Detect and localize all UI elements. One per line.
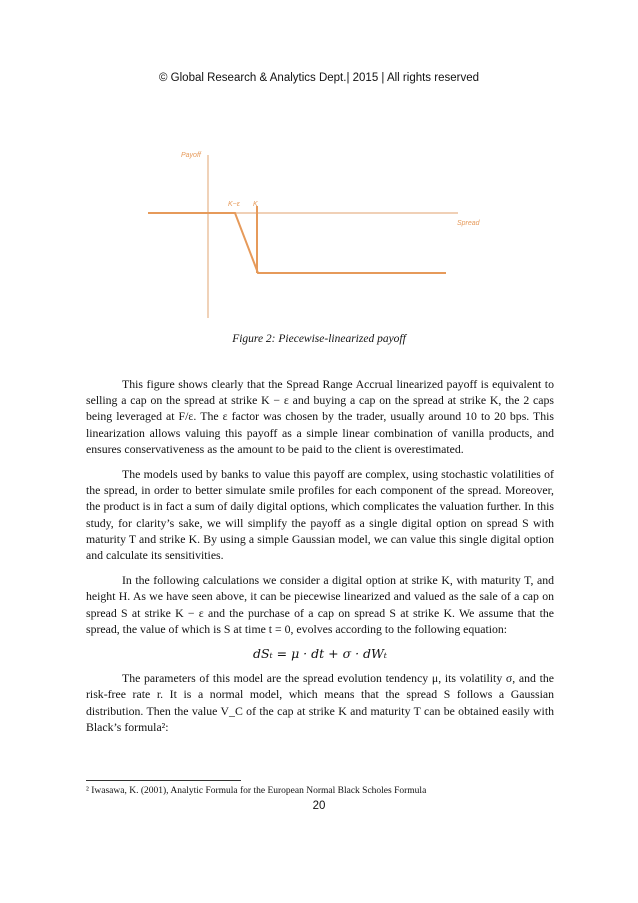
footnote: ² Iwasawa, K. (2001), Analytic Formula for the European Normal Black Scholes Formula bbox=[86, 786, 427, 796]
paragraph-4: The parameters of this model are the spread evolution tendency μ, its volatility σ, and the risk-free rate r. It is a normal model, which means that the spread S follows a Gaussian distribution. Then the value V_C of the cap at strike K and maturity T can be obtained easily with Black’s formula²: bbox=[86, 671, 554, 734]
x-axis-label: Spread bbox=[457, 220, 480, 227]
paragraph-1: This figure shows clearly that the Spread Range Accrual linearized payoff is equivalent to selling a cap on the spread at strike K − ε and buying a cap on the spread at strike K, the 2 caps being leveraged at F/ε. The ε factor was chosen by the trader, usually around 10 to 20 bps. This linearization allows valuing this payoff as a simple linear combination of vanilla products, and ensures conservativeness as the amount to be paid to the client is overestimated. bbox=[86, 377, 554, 456]
paragraph-3: In the following calculations we consider a digital option at strike K, with maturity T, and height H. As we have seen above, it can be piecewise linearized and valued as the sale of a cap on spread S at strike K − ε and the purchase of a cap on spread S at strike K. We assume that the spread, the value of which is S at time t = 0, evolves according to the following equation: bbox=[86, 573, 554, 636]
page-number: 20 bbox=[312, 800, 326, 812]
paragraph-2: The models used by banks to value this payoff are complex, using stochastic volatilities of the spread, in order to better simulate smile profiles for each component of the spread. Moreover, the product is in fact a sum of daily digital options, which complicates the valuation further. In this study, for clarity’s sake, we will simplify the payoff as a single digital option on spread S with maturity T and strike K. By using a simple Gaussian model, we can value this single digital option and calculate its sensitivities. bbox=[86, 467, 554, 563]
page-header: © Global Research & Analytics Dept.| 2015 | All rights reserved bbox=[159, 72, 479, 84]
figure-caption: Figure 2: Piecewise-linearized payoff bbox=[232, 333, 406, 345]
tick-k-eps: K−ε bbox=[228, 201, 240, 208]
body-text bbox=[86, 376, 554, 744]
tick-k: K bbox=[253, 201, 258, 208]
payoff-line bbox=[148, 213, 446, 273]
y-axis-label: Payoff bbox=[181, 152, 201, 159]
equation: dSₜ = μ · dt + σ · dWₜ bbox=[253, 646, 387, 662]
footnote-rule bbox=[86, 780, 241, 781]
